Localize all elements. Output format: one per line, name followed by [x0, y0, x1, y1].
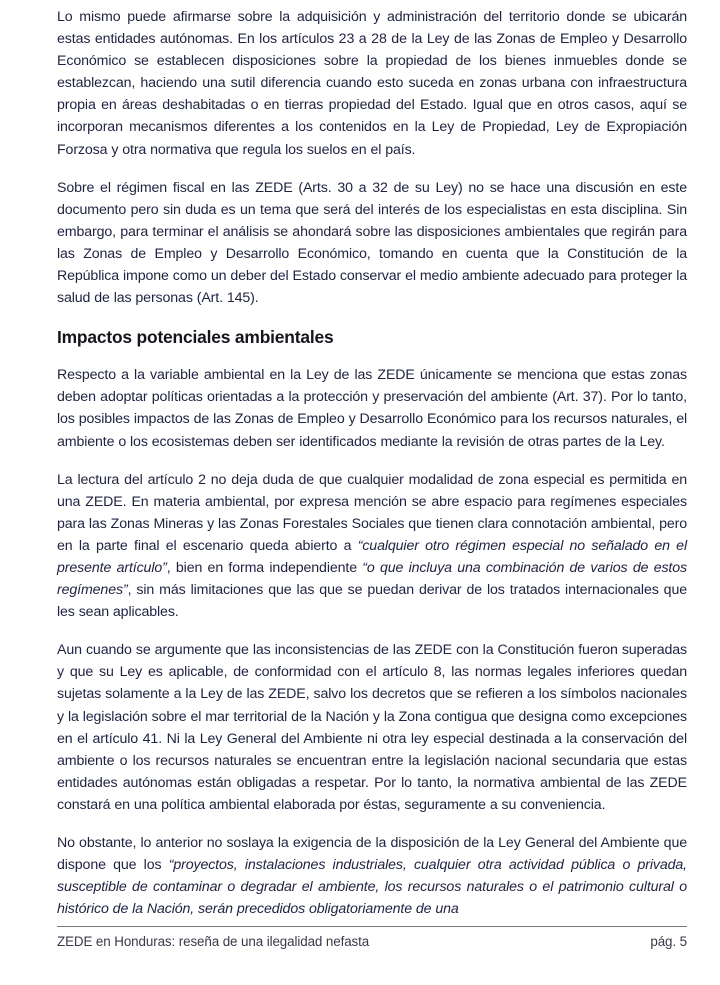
paragraph-1 [57, 6, 687, 161]
page-content [57, 6, 687, 920]
body-text: Sobre el régimen fiscal en las ZEDE (Arts. 30 a 32 de su Ley) no se hace una discusión en este documento pero sin duda es un tema que será del interés de los especialistas en esta disciplina. Sin embargo, para terminar el análisis se ahondará sobre las disposiciones ambientales que regirán para las Zonas de Empleo y Desarrollo Económico, tomando en cuenta que la Constitución de la República impone como un deber del Estado conservar el medio ambiente adecuado para proteger la salud de las personas (Art. 145). [57, 179, 687, 307]
page-footer [57, 926, 687, 951]
body-text: Respecto a la variable ambiental en la Ley de las ZEDE únicamente se menciona que estas zonas deben adoptar políticas orientadas a la protección y preservación del ambiente (Art. 37). Por lo tanto, los posibles impactos de las Zonas de Empleo y Desarrollo Económico para los recursos naturales, el ambiente o los ecosistemas deben ser identificados mediante la revisión de otras partes de la Ley. [57, 367, 687, 450]
body-text: Lo mismo puede afirmarse sobre la adquisición y administración del territorio donde se ubicarán estas entidades autónomas. En los artículos 23 a 28 de la Ley de las Zonas de Empleo y Desarrollo Económico se establecen disposiciones sobre la propiedad de los bienes inmuebles donde se establezcan, haciendo una sutil diferencia cuando esto suceda en zonas urbana con infraestructura propia en áreas deshabitadas o en tierras propiedad del Estado. Igual que en otros casos, aquí se incorporan mecanismos diferentes a los contenidos en la Ley de Propiedad, Ley de Expropiación Forzosa y otra normativa que regula los suelos en el país. [57, 9, 687, 158]
body-text: , sin más limitaciones que las que se puedan derivar de los tratados internacionales que les sean aplicables. [57, 582, 687, 621]
quoted-italic-text: “proyectos, instalaciones industriales, cualquier otra actividad pública o privada, susceptible de contaminar o degradar el ambiente, los recursos naturales o el patrimonio cultural o histórico de la Nación, serán precedidos obligatoriamente de una [57, 857, 687, 918]
section-heading: Impactos potenciales ambientales [57, 327, 334, 348]
body-text: , bien en forma independiente [166, 559, 363, 576]
body-text: Aun cuando se argumente que las inconsistencias de las ZEDE con la Constitución fueron superadas y que su Ley es aplicable, de conformidad con el artículo 8, las normas legales inferiores quedan sujetas solamente a la Ley de las ZEDE, salvo los decretos que se refieren a los símbolos nacionales y la legislación sobre el mar territorial de la Nación y la Zona contigua que designa como excepciones en el artículo 41. Ni la Ley General del Ambiente ni otra ley especial destinada a la conservación del ambiente o los recursos naturales se encuentran entre la legislación nacional secundaria que estas entidades autónomas están obligadas a respetar. Por lo tanto, la normativa ambiental de las ZEDE constará en una política ambiental elaborada por éstas, seguramente a su conveniencia. [57, 642, 687, 813]
footer-title: ZEDE en Honduras: reseña de una ilegalidad nefasta [57, 934, 370, 949]
footer-row [57, 933, 687, 951]
quoted-italic-text: “cualquier otro régimen especial no señalado en el presente artículo” [57, 537, 687, 576]
paragraph-6 [57, 832, 687, 920]
paragraph-3 [57, 364, 687, 452]
paragraph-4 [57, 469, 687, 624]
body-text: La lectura del artículo 2 no deja duda de que cualquier modalidad de zona especial es permitida en una ZEDE. En materia ambiental, por expresa mención se abre espacio para regímenes especiales para las Zonas Mineras y las Zonas Forestales Sociales que tienen clara connotación ambiental, pero en la parte final el escenario queda abierto a [57, 471, 687, 554]
footer-page-number: pág. 5 [650, 934, 687, 949]
paragraph-2 [57, 177, 687, 310]
footer-divider [57, 926, 687, 927]
quoted-italic-text: “o que incluya una combinación de varios de estos regímenes” [57, 559, 688, 599]
paragraph-5 [57, 639, 687, 816]
body-text: No obstante, lo anterior no soslaya la exigencia de la disposición de la Ley General del Ambiente que dispone que los [57, 835, 687, 874]
